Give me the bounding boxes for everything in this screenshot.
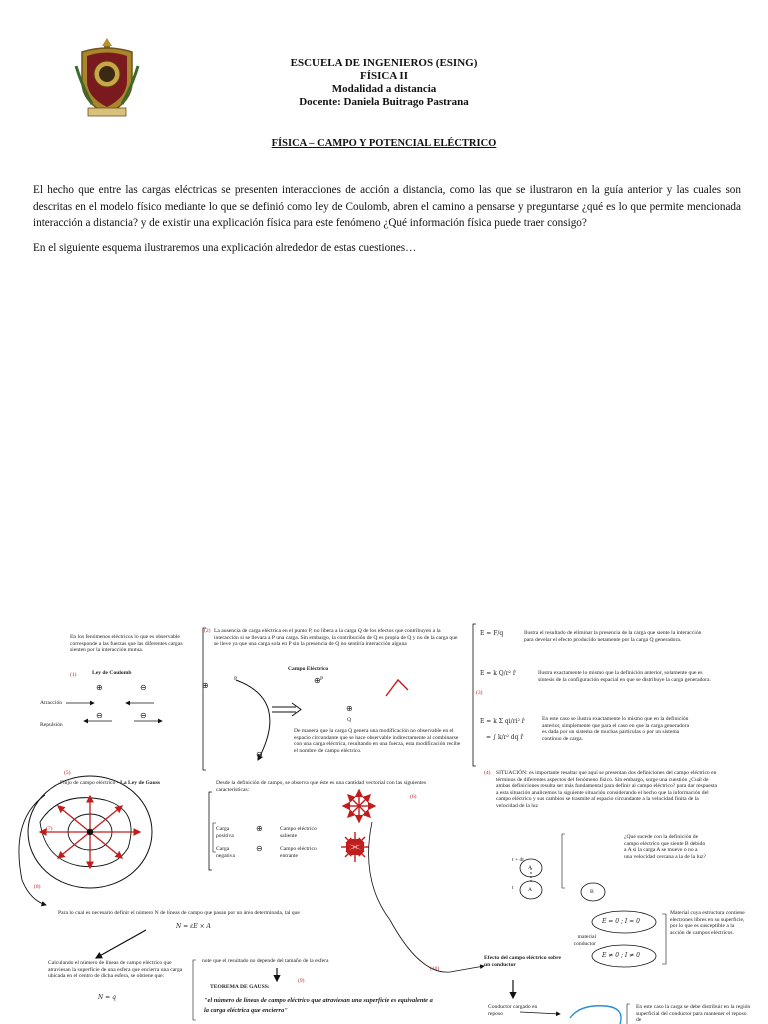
document-title: FÍSICA – CAMPO Y POTENCIAL ELÉCTRICO [271, 138, 497, 149]
intro-paragraph-2: En el siguiente esquema ilustraremos una explicación alrededor de estas cuestiones… [33, 242, 417, 254]
equation-sum-field: E = k Σ qi/ri² r̂ [480, 718, 525, 725]
charge-a-label: A [528, 865, 533, 871]
eq1-explanation: Ilustra el resultado de eliminar la presencia de la carga que siente la interacción para develar el efecto producido netamente por la carga Q generadora. [524, 630, 702, 643]
charge-distribution-text: En este caso la carga se debe distribuir en la región superficial del conductor para mantener el reposo de [636, 1004, 751, 1024]
charge-symbol: ⊖ [140, 683, 147, 692]
charge-symbol: ⊕ [314, 676, 321, 685]
step-10-label: (10) [430, 966, 440, 972]
question-text: ¿Qué sucede con la definición de campo eléctrico que siente B debido a A si la carga A se mueve o no a una velocidad cercana a la de la luz? [624, 834, 706, 860]
e-zero-i-zero: E = 0 ; I = 0 [602, 918, 640, 925]
charge-symbol: ⊖ [256, 750, 263, 759]
step-9-label: (9) [298, 978, 305, 984]
field-lines-definition: Para lo cual es necesario definir el número N de líneas de campo que pasan por un área determinada, tal que [58, 910, 300, 916]
equation-n-equals-q: N = q [98, 994, 116, 1001]
charge-symbol: ⊕ [346, 704, 353, 713]
step-7-label: (7) [46, 826, 53, 832]
time-t: t [512, 885, 514, 891]
attraction-label: Atracción [40, 700, 63, 706]
step-3-label: (3) [476, 690, 483, 696]
negative-charge-label: Carga negativa [216, 846, 235, 859]
charge-symbol: ⊕ [96, 683, 103, 692]
time-t-dt: t + dt [512, 857, 524, 863]
step-8-label: (8) [34, 884, 41, 890]
campo-conclusion: De manera que la carga Q genera una modificación no observable en el espacio circundante que se hace observable indirectamente al combinarse con una carga eléctrica, resultando en una fuerza, esta modificación recibe el nombre de campo eléctrico. [294, 728, 461, 754]
charge-symbol: ⊕ [256, 824, 263, 833]
campo-explanation: La ausencia de carga eléctrica en el punto P, no libera a la carga Q de los efectos que contribuyen a la interacción si se llevara a P una carga. Sin embargo, la contribución de Q es propia de Q y no de la carga que se lleve ya que una carga sola en P sin la presencia de Q no sentiría interacción alguna [214, 628, 458, 648]
gauss-theorem-title: TEOREMA DE GAUSS: [210, 984, 270, 990]
charge-q-label: Q [347, 717, 352, 723]
conductor-effect-title: Efecto del campo eléctrico sobre un conductor [484, 955, 561, 968]
coulomb-intro: En los fenómenos eléctricos lo que es observable corresponde a las fuerzas que las diferentes cargas sienten por la interacción mutua. [70, 634, 183, 654]
equation-integral-field: = ∫ k/r² dq r̂ [486, 734, 524, 741]
vector-characteristics: Desde la definición de campo, se observa que éste es una cantidad vectorial con las siguientes características: [216, 780, 427, 793]
point-p-label: P [320, 676, 324, 682]
material-conductor-label: material conductor [573, 934, 596, 947]
size-note: note que el resultado no depende del tamaño de la esfera [202, 958, 329, 964]
campo-title: Campo Eléctrico [288, 666, 329, 672]
e-nonzero-i-nonzero: E ≠ 0 ; I ≠ 0 [602, 952, 640, 959]
teacher: Docente: Daniela Buitrago Pastrana [299, 96, 469, 108]
positive-charge-label: Carga positiva [216, 826, 234, 839]
material-description: Material cuya estructura contiene electrones libres en su superficie, por lo que es susceptible a la acción de campos eléctricos. [670, 910, 745, 936]
charge-b-label: B [590, 889, 594, 895]
step-6-label: (6) [410, 794, 417, 800]
step-1-label: (1) [70, 672, 77, 678]
equation-coulomb-field: E = k Q/r² r̂ [480, 670, 516, 677]
equation-force-over-charge: E = F/q [480, 630, 504, 637]
repulsion-label: Repulsión [40, 722, 63, 728]
gauss-heading: Flujo de campo eléctrico - La Ley de Gauss [60, 780, 161, 786]
charge-symbol: ⊖ [96, 711, 103, 720]
charged-conductor-label: Conductor cargado en reposo [488, 1004, 538, 1017]
charge-symbol: ⊖ [140, 711, 147, 720]
point-p-label: P [234, 676, 238, 682]
incoming-field-label: Campo eléctrico entrante [280, 846, 317, 859]
school-name: ESCUELA DE INGENIEROS (ESING) [290, 57, 478, 69]
step-2-label: (2) [204, 628, 211, 634]
eq3-explanation: En este caso se ilustra exactamente lo mismo que en la definición anterior, simplemente que para el caso en que la carga generadora es dada por un sistema de muchas partículas o por un sistema continuo de carga. [542, 716, 690, 742]
sphere-calculation: Calculando el número de líneas de campo eléctrico que atraviesan la superficie de una esfera que encierra una carga ubicada en el centro de dicha esfera, se obtiene que: [48, 960, 183, 980]
outgoing-field-label: Campo eléctrico saliente [280, 826, 317, 839]
coulomb-title: Ley de Coulomb [92, 670, 132, 676]
eq2-explanation: Ilustra exactamente lo mismo que la definición anterior, solamente que es síntesis de la configuración espacial en que se distribuye la carga generadora. [538, 670, 711, 683]
course-name: FÍSICA II [360, 70, 408, 82]
situation-text: SITUACIÓN: es importante resaltar que aquí se presentan dos definiciones del campo eléctrico en términos de diferentes aspectos del fenómeno físico. Sin embargo, surge una cuestión ¿Cuál de ambas definiciones resulta ser más fundamental para definir al campo eléctrico? para dar respuesta a esta situación analicemos la siguiente situación considerando el hecho que la información del campo eléctrico y sus cambios se trasmite al espacio circundante a la velocidad finita de la velocidad de la luz [496, 770, 718, 809]
charge-symbol: ⊕ [202, 681, 209, 690]
step-4-label: (4) [484, 770, 491, 776]
gauss-theorem-quote: "el número de líneas de campo eléctrico que atraviesan una superficie es equivalente a la carga eléctrica que encierra" [204, 997, 433, 1014]
charge-symbol: ⊖ [256, 844, 263, 853]
charge-a-label: A [528, 887, 533, 893]
step-5-label: (5) [64, 770, 71, 776]
intro-paragraph: El hecho que entre las cargas eléctricas se presenten interacciones de acción a distancia, como las que se ilustraron en la guía anterior y las cuales son descritas en el modelo físico mediante lo que se definió como ley de Coulomb, abren el camino a pensarse y preguntarse ¿qué es lo que permite mencionada interacción a distancia? y de existir una explicación física para este fenómeno ¿Qué información física puede traer consigo? [33, 184, 741, 230]
modality: Modalidad a distancia [331, 83, 437, 95]
equation-flux: N = εE × A [176, 923, 211, 930]
